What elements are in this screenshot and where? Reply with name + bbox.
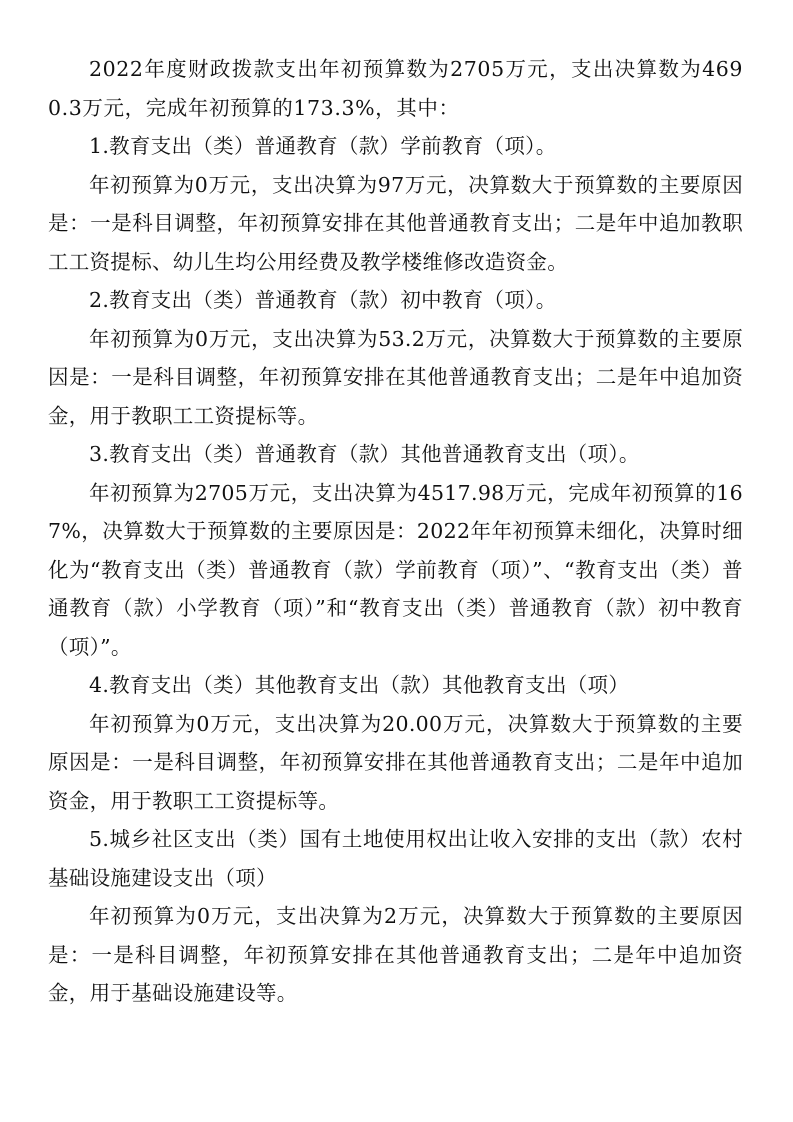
intro-paragraph: 2022年度财政拨款支出年初预算数为2705万元，支出决算数为4690.3万元，完成年初预算的173.3%，其中： (48, 57, 743, 120)
item-5-heading: 5.城乡社区支出（类）国有土地使用权出让收入安排的支出（款）农村基础设施建设支出（项） (48, 827, 743, 890)
item-3-detail: 年初预算为2705万元，支出决算为4517.98万元，完成年初预算的167%，决算数大于预算数的主要原因是：2022年年初预算未细化，决算时细化为“教育支出（类）普通教育（款）学前教育（项）”、“教育支出（类）普通教育（款）小学教育（项）”和“教育支出（类）普通教育（款）初中教育（项）”。 (48, 480, 743, 659)
document-page (48, 50, 743, 1013)
item-2-detail: 年初预算为0万元，支出决算为53.2万元，决算数大于预算数的主要原因是：一是科目调整，年初预算安排在其他普通教育支出；二是年中追加资金，用于教职工工资提标等。 (48, 326, 743, 428)
item-1-heading: 1.教育支出（类）普通教育（款）学前教育（项）。 (89, 134, 557, 158)
item-2-heading: 2.教育支出（类）普通教育（款）初中教育（项）。 (89, 288, 557, 312)
item-4-detail: 年初预算为0万元，支出决算为20.00万元，决算数大于预算数的主要原因是：一是科目调整，年初预算安排在其他普通教育支出；二是年中追加资金，用于教职工工资提标等。 (48, 711, 743, 813)
item-5-detail: 年初预算为0万元，支出决算为2万元，决算数大于预算数的主要原因是：一是科目调整，年初预算安排在其他普通教育支出；二是年中追加资金，用于基础设施建设等。 (48, 904, 743, 1005)
item-1-detail: 年初预算为0万元，支出决算为97万元，决算数大于预算数的主要原因是：一是科目调整，年初预算安排在其他普通教育支出；二是年中追加教职工工资提标、幼儿生均公用经费及教学楼维修改造资金。 (48, 172, 743, 274)
item-4-heading: 4.教育支出（类）其他教育支出（款）其他教育支出（项） (89, 673, 630, 697)
item-3-heading: 3.教育支出（类）普通教育（款）其他普通教育支出（项）。 (89, 442, 640, 466)
